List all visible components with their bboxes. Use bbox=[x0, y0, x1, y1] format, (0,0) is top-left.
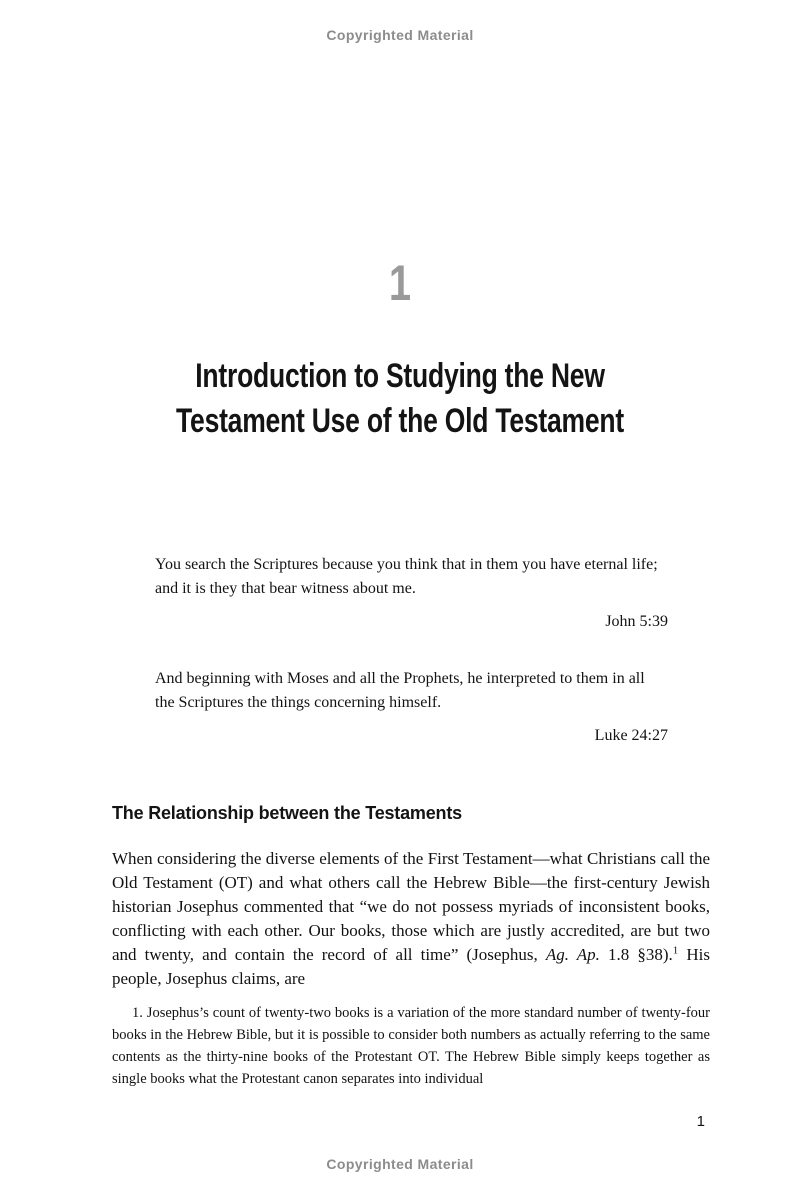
epigraph-luke-text: And beginning with Moses and all the Prophets, he interpreted to them in all the Scriptures the things concerning himself. bbox=[155, 670, 645, 711]
copyright-notice-top: Copyrighted Material bbox=[326, 27, 474, 43]
chapter-title-line-1: Introduction to Studying the New bbox=[195, 357, 605, 395]
epigraph-luke-source: Luke 24:27 bbox=[594, 727, 668, 744]
chapter-title bbox=[88, 354, 712, 444]
epigraph-john-text: You search the Scriptures because you think that in them you have eternal life; and it is they that bear witness about me. bbox=[155, 556, 658, 597]
chapter-number: 1 bbox=[388, 255, 412, 311]
section-heading: The Relationship between the Testaments bbox=[112, 803, 462, 823]
page-number: 1 bbox=[696, 1113, 705, 1130]
epigraph-john-source: John 5:39 bbox=[605, 613, 668, 630]
epigraph-john bbox=[155, 553, 668, 634]
body-paragraph: When considering the diverse elements of the First Testament—what Christians call the Old Testament (OT) and what others call the Hebrew Bible—the first-century Jewish historian Josephus commented that “we do not possess myriads of inconsistent books, conflicting with each other. Our books, those which are justly accredited, are but two and twenty, and contain the record of all time” (Josephus, Ag. Ap. 1.8 §38).$^1$ His people, Josephus claims, are bbox=[112, 849, 710, 988]
copyright-notice-bottom: Copyrighted Material bbox=[326, 1156, 474, 1172]
epigraph-luke bbox=[155, 667, 668, 748]
footnote: 1. Josephus’s count of twenty-two books is a variation of the more standard number of twenty-four books in the Hebrew Bible, but it is possible to consider both numbers as actually referring to the same contents as the thirty-nine books of the Protestant OT. The Hebrew Bible simply keeps together as single books what the Protestant canon separates into individual bbox=[112, 1005, 710, 1087]
chapter-title-line-2: Testament Use of the Old Testament bbox=[176, 402, 624, 440]
